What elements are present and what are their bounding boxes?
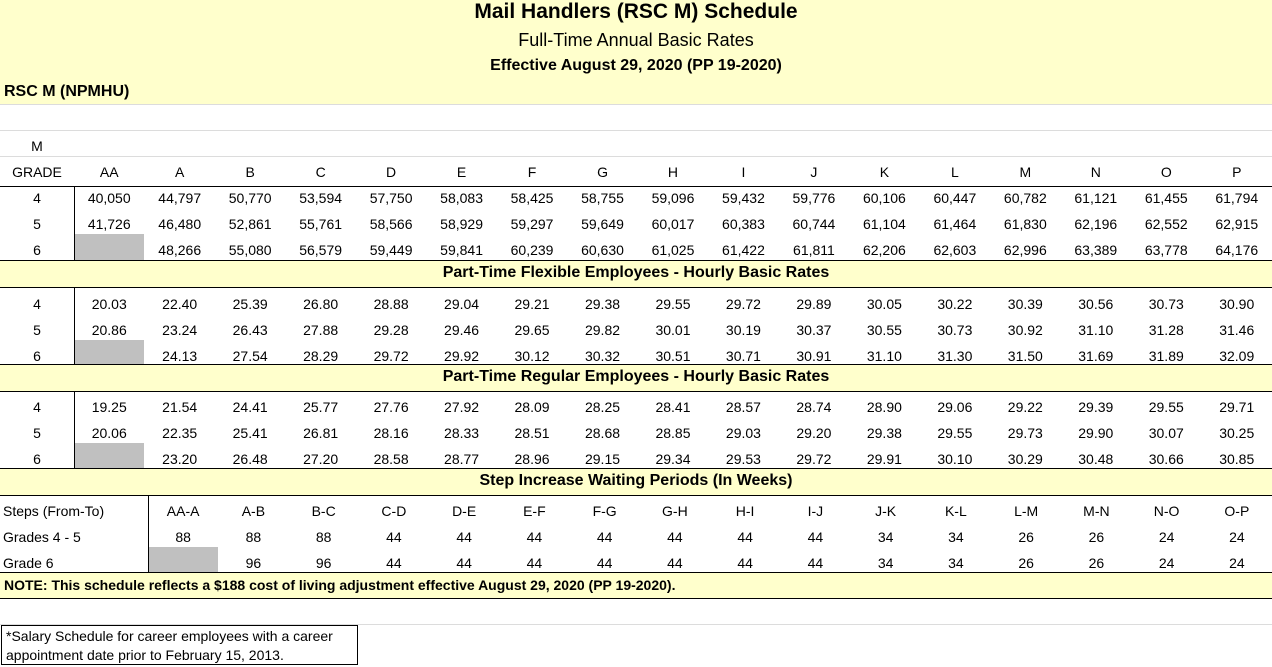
empty-cell bbox=[920, 130, 990, 156]
rate-cell: 29.53 bbox=[725, 451, 761, 467]
rate-cell: 27.54 bbox=[232, 348, 268, 364]
rate-cell: 30.32 bbox=[584, 348, 621, 364]
rate-cell: 61,121 bbox=[1074, 190, 1118, 206]
rate-cell: 29.21 bbox=[514, 296, 550, 312]
step-header-h: H bbox=[667, 164, 679, 180]
step-header-g: G bbox=[597, 164, 608, 180]
weeks-cell: 44 bbox=[596, 529, 613, 545]
rate-cell: 28.77 bbox=[444, 451, 480, 467]
grade-cell: 4 bbox=[33, 399, 41, 415]
empty-cell bbox=[567, 130, 637, 156]
weeks-cell: 24 bbox=[1158, 529, 1175, 545]
grade-row bbox=[0, 443, 1272, 469]
rate-cell: 61,794 bbox=[1215, 190, 1259, 206]
rate-cell: 24.13 bbox=[162, 348, 198, 364]
rate-cell: 28.58 bbox=[373, 451, 409, 467]
step-header-j: J bbox=[810, 164, 818, 180]
rate-cell: 28.09 bbox=[514, 399, 550, 415]
rate-cell: 55,080 bbox=[228, 242, 272, 258]
rate-cell: 20.06 bbox=[91, 425, 127, 441]
weeks-cell: 44 bbox=[386, 555, 402, 571]
cola-note: NOTE: This schedule reflects a $188 cost of living adjustment effective August 29, 2020 (PP 19-2020). bbox=[4, 577, 676, 593]
empty-cell bbox=[356, 130, 426, 156]
rate-cell: 28.85 bbox=[655, 425, 691, 441]
grade-cell: 4 bbox=[33, 296, 41, 312]
rate-cell: 29.71 bbox=[1219, 399, 1255, 415]
rate-cell: 28.88 bbox=[373, 296, 409, 312]
rate-cell: 29.89 bbox=[796, 296, 832, 312]
rate-cell: 26.48 bbox=[232, 451, 268, 467]
grade-row bbox=[0, 314, 1272, 340]
waiting-header-row bbox=[0, 495, 1272, 521]
rate-cell: 26.80 bbox=[303, 296, 339, 312]
rate-cell: 31.50 bbox=[1007, 348, 1043, 364]
step-header-i: I bbox=[741, 164, 746, 180]
rate-cell: 25.77 bbox=[303, 399, 339, 415]
rate-cell: 59,776 bbox=[792, 190, 836, 206]
steps-header-label: Steps (From-To) bbox=[3, 503, 105, 519]
rate-cell: 30.92 bbox=[1007, 322, 1043, 338]
steps-header-cell: B-C bbox=[311, 503, 336, 519]
grade-cell: 5 bbox=[33, 425, 41, 441]
weeks-cell: 44 bbox=[596, 555, 613, 571]
rate-cell: 30.91 bbox=[796, 348, 832, 364]
rate-cell: 29.55 bbox=[1148, 399, 1184, 415]
grade-row bbox=[0, 234, 1272, 260]
weeks-cell: 34 bbox=[877, 529, 894, 545]
weeks-cell: 26 bbox=[1088, 555, 1105, 571]
rate-cell: 25.39 bbox=[232, 296, 268, 312]
steps-header-cell: G-H bbox=[662, 503, 688, 519]
empty-cell bbox=[849, 130, 919, 156]
rate-cell: 29.90 bbox=[1078, 425, 1114, 441]
rate-cell: 56,579 bbox=[299, 242, 343, 258]
rate-cell: 29.92 bbox=[444, 348, 480, 364]
rsc-band bbox=[0, 80, 1272, 104]
rate-cell: 59,297 bbox=[510, 216, 554, 232]
rate-cell: 30.90 bbox=[1219, 296, 1255, 312]
rate-cell: 30.51 bbox=[655, 348, 691, 364]
step-header-d: D bbox=[386, 164, 397, 180]
rate-cell: 30.07 bbox=[1148, 425, 1184, 441]
waiting-row bbox=[0, 521, 1272, 547]
rate-cell: 58,425 bbox=[510, 190, 554, 206]
weeks-cell: 26 bbox=[1018, 529, 1034, 545]
rate-cell: 29.04 bbox=[444, 296, 480, 312]
rate-cell: 31.28 bbox=[1148, 322, 1184, 338]
footnote-line-2: appointment date prior to February 15, 2013. bbox=[6, 647, 284, 663]
grade-cell: 6 bbox=[33, 348, 41, 364]
weeks-cell: 44 bbox=[807, 529, 824, 545]
rate-cell: 31.10 bbox=[866, 348, 902, 364]
rate-cell: 29.91 bbox=[866, 451, 902, 467]
steps-header-cell: M-N bbox=[1083, 503, 1110, 519]
blank-cell bbox=[148, 547, 218, 573]
rate-cell: 52,861 bbox=[228, 216, 272, 232]
rate-cell: 61,455 bbox=[1144, 190, 1188, 206]
empty-cell bbox=[144, 130, 214, 156]
empty-cell bbox=[1061, 130, 1131, 156]
rate-cell: 48,266 bbox=[158, 242, 202, 258]
blank-cell bbox=[74, 443, 144, 469]
rate-cell: 29.72 bbox=[796, 451, 832, 467]
rate-cell: 64,176 bbox=[1215, 242, 1259, 258]
weeks-cell: 96 bbox=[245, 555, 262, 571]
rate-cell: 30.22 bbox=[937, 296, 973, 312]
steps-header-cell: C-D bbox=[381, 503, 407, 519]
weeks-cell: 44 bbox=[737, 555, 753, 571]
rate-cell: 29.72 bbox=[725, 296, 761, 312]
steps-header-cell: AA-A bbox=[166, 503, 200, 519]
step-header-aa: AA bbox=[99, 164, 119, 180]
annual-rates-table bbox=[0, 130, 1272, 260]
rate-cell: 20.03 bbox=[91, 296, 127, 312]
rsc-label: RSC M (NPMHU) bbox=[4, 83, 130, 100]
weeks-cell: 88 bbox=[245, 529, 262, 545]
waiting-periods-table bbox=[0, 495, 1272, 573]
blank-cell bbox=[74, 340, 144, 366]
rate-cell: 62,206 bbox=[862, 242, 906, 258]
ptf-title: Part-Time Flexible Employees - Hourly Basic Rates bbox=[442, 264, 830, 281]
weeks-cell: 44 bbox=[386, 529, 402, 545]
weeks-cell: 44 bbox=[456, 555, 472, 571]
rate-cell: 22.40 bbox=[162, 296, 198, 312]
rate-cell: 30.25 bbox=[1219, 425, 1255, 441]
empty-cell bbox=[638, 130, 708, 156]
weeks-cell: 88 bbox=[175, 529, 191, 545]
rate-cell: 41,726 bbox=[87, 216, 131, 232]
rate-cell: 28.90 bbox=[866, 399, 902, 415]
rate-cell: 26.43 bbox=[232, 322, 268, 338]
steps-header-cell: A-B bbox=[241, 503, 266, 519]
empty-cell bbox=[285, 130, 355, 156]
rate-cell: 40,050 bbox=[87, 190, 131, 206]
rate-cell: 29.38 bbox=[584, 296, 621, 312]
footnote-box bbox=[1, 625, 358, 665]
rate-cell: 61,464 bbox=[933, 216, 977, 232]
weeks-cell: 34 bbox=[948, 555, 964, 571]
rate-cell: 59,432 bbox=[722, 190, 765, 206]
rate-cell: 29.20 bbox=[796, 425, 832, 441]
rate-cell: 29.15 bbox=[584, 451, 621, 467]
ptf-rates-table bbox=[0, 288, 1272, 366]
rate-cell: 59,449 bbox=[369, 242, 413, 258]
rate-cell: 30.56 bbox=[1078, 296, 1114, 312]
rate-cell: 30.73 bbox=[937, 322, 973, 338]
grade-cell: 6 bbox=[33, 451, 41, 467]
rate-cell: 27.76 bbox=[373, 399, 409, 415]
rate-cell: 32.09 bbox=[1219, 348, 1255, 364]
grade-row bbox=[0, 288, 1272, 314]
rate-cell: 28.51 bbox=[514, 425, 550, 441]
rate-cell: 60,383 bbox=[722, 216, 765, 232]
rate-cell: 55,761 bbox=[299, 216, 343, 232]
steps-header-cell: N-O bbox=[1153, 503, 1180, 519]
rate-cell: 29.65 bbox=[514, 322, 550, 338]
weeks-cell: 34 bbox=[877, 555, 894, 571]
rate-cell: 27.92 bbox=[444, 399, 480, 415]
rate-cell: 30.05 bbox=[866, 296, 902, 312]
waiting-row-label: Grades 4 - 5 bbox=[3, 529, 81, 545]
rate-cell: 19.25 bbox=[91, 399, 127, 415]
rate-cell: 61,104 bbox=[862, 216, 906, 232]
rate-cell: 27.88 bbox=[303, 322, 339, 338]
weeks-cell: 24 bbox=[1229, 529, 1245, 545]
rate-cell: 31.10 bbox=[1078, 322, 1114, 338]
rate-cell: 57,750 bbox=[369, 190, 413, 206]
step-header-o: O bbox=[1160, 164, 1172, 180]
rate-cell: 46,480 bbox=[158, 216, 202, 232]
rate-cell: 29.55 bbox=[937, 425, 973, 441]
weeks-cell: 96 bbox=[315, 555, 332, 571]
rate-cell: 61,025 bbox=[651, 242, 695, 258]
step-header-e: E bbox=[456, 164, 467, 180]
rate-cell: 29.46 bbox=[444, 322, 480, 338]
weeks-cell: 44 bbox=[737, 529, 753, 545]
step-header-k: K bbox=[879, 164, 890, 180]
rate-cell: 31.30 bbox=[937, 348, 973, 364]
rate-cell: 30.39 bbox=[1007, 296, 1043, 312]
grade-cell: 4 bbox=[33, 190, 41, 206]
waiting-row-label: Grade 6 bbox=[3, 555, 54, 571]
step-header-c: C bbox=[315, 164, 326, 180]
rate-cell: 62,552 bbox=[1144, 216, 1188, 232]
rate-cell: 20.86 bbox=[91, 322, 127, 338]
empty-cell bbox=[779, 130, 849, 156]
effective-date: Effective August 29, 2020 (PP 19-2020) bbox=[490, 57, 782, 74]
rate-cell: 31.69 bbox=[1078, 348, 1114, 364]
rate-cell: 30.55 bbox=[866, 322, 902, 338]
rate-cell: 28.29 bbox=[303, 348, 339, 364]
empty-cell bbox=[990, 130, 1060, 156]
rate-cell: 60,744 bbox=[792, 216, 836, 232]
rate-cell: 30.66 bbox=[1148, 451, 1184, 467]
rate-cell: 29.72 bbox=[373, 348, 409, 364]
rate-cell: 30.29 bbox=[1007, 451, 1043, 467]
rate-cell: 31.89 bbox=[1148, 348, 1184, 364]
weeks-cell: 44 bbox=[667, 555, 683, 571]
step-header-m: M bbox=[1019, 164, 1032, 180]
annual-header-row bbox=[0, 156, 1272, 182]
rate-cell: 28.16 bbox=[373, 425, 409, 441]
steps-header-cell: E-F bbox=[523, 503, 546, 519]
rate-cell: 61,830 bbox=[1003, 216, 1047, 232]
blank-cell bbox=[74, 234, 144, 260]
rate-cell: 44,797 bbox=[158, 190, 202, 206]
rate-cell: 30.19 bbox=[725, 322, 761, 338]
rate-cell: 60,447 bbox=[933, 190, 977, 206]
step-header-l: L bbox=[950, 164, 959, 180]
grade-cell: 5 bbox=[33, 216, 41, 232]
rate-cell: 29.39 bbox=[1078, 399, 1114, 415]
rate-cell: 28.57 bbox=[725, 399, 761, 415]
steps-header-cell: J-K bbox=[875, 503, 897, 519]
rate-cell: 60,630 bbox=[581, 242, 624, 258]
weeks-cell: 44 bbox=[526, 555, 543, 571]
rate-cell: 58,755 bbox=[581, 190, 624, 206]
steps-header-cell: F-G bbox=[592, 503, 617, 519]
step-header-a: A bbox=[175, 164, 185, 180]
rate-cell: 29.22 bbox=[1007, 399, 1043, 415]
rate-cell: 24.41 bbox=[232, 399, 268, 415]
rate-cell: 59,096 bbox=[651, 190, 695, 206]
rate-cell: 61,811 bbox=[793, 242, 835, 258]
rate-cell: 29.34 bbox=[655, 451, 691, 467]
weeks-cell: 44 bbox=[807, 555, 824, 571]
weeks-cell: 44 bbox=[456, 529, 472, 545]
rate-cell: 28.41 bbox=[655, 399, 691, 415]
rate-cell: 61,422 bbox=[722, 242, 765, 258]
rate-cell: 26.81 bbox=[303, 425, 339, 441]
steps-header-cell: K-L bbox=[944, 503, 967, 519]
empty-cell bbox=[74, 130, 144, 156]
grade-row bbox=[0, 208, 1272, 234]
step-header-b: B bbox=[245, 164, 255, 180]
weeks-cell: 34 bbox=[948, 529, 964, 545]
empty-cell bbox=[426, 130, 496, 156]
ptr-rates-table bbox=[0, 391, 1272, 469]
rate-cell: 58,566 bbox=[369, 216, 413, 232]
rate-cell: 28.25 bbox=[584, 399, 621, 415]
weeks-cell: 26 bbox=[1018, 555, 1034, 571]
rate-cell: 60,782 bbox=[1003, 190, 1047, 206]
rate-cell: 28.96 bbox=[514, 451, 550, 467]
weeks-cell: 26 bbox=[1088, 529, 1105, 545]
rate-cell: 29.03 bbox=[725, 425, 761, 441]
step-header-n: N bbox=[1090, 164, 1101, 180]
rate-cell: 30.01 bbox=[655, 322, 691, 338]
step-header-p: P bbox=[1232, 164, 1242, 180]
rate-cell: 30.73 bbox=[1148, 296, 1184, 312]
weeks-cell: 44 bbox=[526, 529, 543, 545]
rate-cell: 63,778 bbox=[1144, 242, 1188, 258]
empty-cell bbox=[708, 130, 778, 156]
grade-row bbox=[0, 340, 1272, 366]
rate-cell: 60,017 bbox=[651, 216, 695, 232]
rate-cell: 29.82 bbox=[584, 322, 621, 338]
rate-cell: 53,594 bbox=[299, 190, 343, 206]
rate-cell: 27.20 bbox=[303, 451, 339, 467]
waiting-row bbox=[0, 547, 1272, 573]
grade-header: GRADE bbox=[12, 164, 62, 180]
rate-cell: 22.35 bbox=[162, 425, 198, 441]
empty-cell bbox=[215, 130, 285, 156]
waiting-title: Step Increase Waiting Periods (In Weeks) bbox=[479, 472, 793, 489]
rate-cell: 23.24 bbox=[162, 322, 198, 338]
grade-header-top-row bbox=[0, 130, 1272, 156]
rate-cell: 62,196 bbox=[1074, 216, 1118, 232]
rate-cell: 59,841 bbox=[440, 242, 483, 258]
rate-cell: 59,649 bbox=[581, 216, 624, 232]
rate-cell: 62,996 bbox=[1003, 242, 1047, 258]
steps-header-cell: O-P bbox=[1224, 503, 1250, 519]
rate-cell: 28.68 bbox=[584, 425, 621, 441]
empty-cell bbox=[1202, 130, 1272, 156]
grade-header-top: M bbox=[31, 138, 43, 154]
page-title: Mail Handlers (RSC M) Schedule bbox=[474, 0, 798, 23]
weeks-cell: 44 bbox=[667, 529, 683, 545]
rate-cell: 30.12 bbox=[514, 348, 550, 364]
rate-cell: 31.46 bbox=[1219, 322, 1255, 338]
rate-cell: 30.37 bbox=[796, 322, 832, 338]
rate-cell: 60,239 bbox=[510, 242, 554, 258]
rate-cell: 58,083 bbox=[440, 190, 483, 206]
steps-header-cell: H-I bbox=[735, 503, 755, 519]
rate-cell: 62,603 bbox=[933, 242, 977, 258]
rate-cell: 29.38 bbox=[866, 425, 902, 441]
rate-cell: 29.28 bbox=[373, 322, 409, 338]
grade-cell: 6 bbox=[33, 242, 41, 258]
grade-cell: 5 bbox=[33, 322, 41, 338]
weeks-cell: 88 bbox=[315, 529, 332, 545]
empty-cell bbox=[1131, 130, 1201, 156]
rate-cell: 23.20 bbox=[162, 451, 198, 467]
rate-cell: 63,389 bbox=[1074, 242, 1118, 258]
ptr-title: Part-Time Regular Employees - Hourly Basic Rates bbox=[442, 368, 830, 385]
steps-header-cell: I-J bbox=[807, 503, 824, 519]
steps-header-cell: L-M bbox=[1014, 503, 1039, 519]
rate-cell: 28.74 bbox=[796, 399, 832, 415]
weeks-cell: 24 bbox=[1158, 555, 1175, 571]
rate-cell: 25.41 bbox=[232, 425, 268, 441]
grade-row bbox=[0, 417, 1272, 443]
rate-cell: 30.85 bbox=[1219, 451, 1255, 467]
rate-cell: 30.71 bbox=[725, 348, 761, 364]
rate-cell: 29.06 bbox=[937, 399, 973, 415]
weeks-cell: 24 bbox=[1229, 555, 1245, 571]
step-header-f: F bbox=[527, 164, 537, 180]
rate-cell: 21.54 bbox=[162, 399, 198, 415]
page-subtitle: Full-Time Annual Basic Rates bbox=[518, 30, 754, 50]
rate-cell: 50,770 bbox=[228, 190, 272, 206]
rate-cell: 62,915 bbox=[1215, 216, 1259, 232]
rate-cell: 29.73 bbox=[1007, 425, 1043, 441]
steps-header-cell: D-E bbox=[452, 503, 477, 519]
footnote-line-1: *Salary Schedule for career employees with a career bbox=[6, 628, 333, 644]
rate-cell: 30.48 bbox=[1078, 451, 1114, 467]
rate-cell: 28.33 bbox=[444, 425, 480, 441]
rate-cell: 58,929 bbox=[440, 216, 483, 232]
rate-cell: 29.55 bbox=[655, 296, 691, 312]
grade-row bbox=[0, 391, 1272, 417]
empty-cell bbox=[497, 130, 567, 156]
rate-cell: 30.10 bbox=[937, 451, 973, 467]
rate-cell: 60,106 bbox=[862, 190, 906, 206]
